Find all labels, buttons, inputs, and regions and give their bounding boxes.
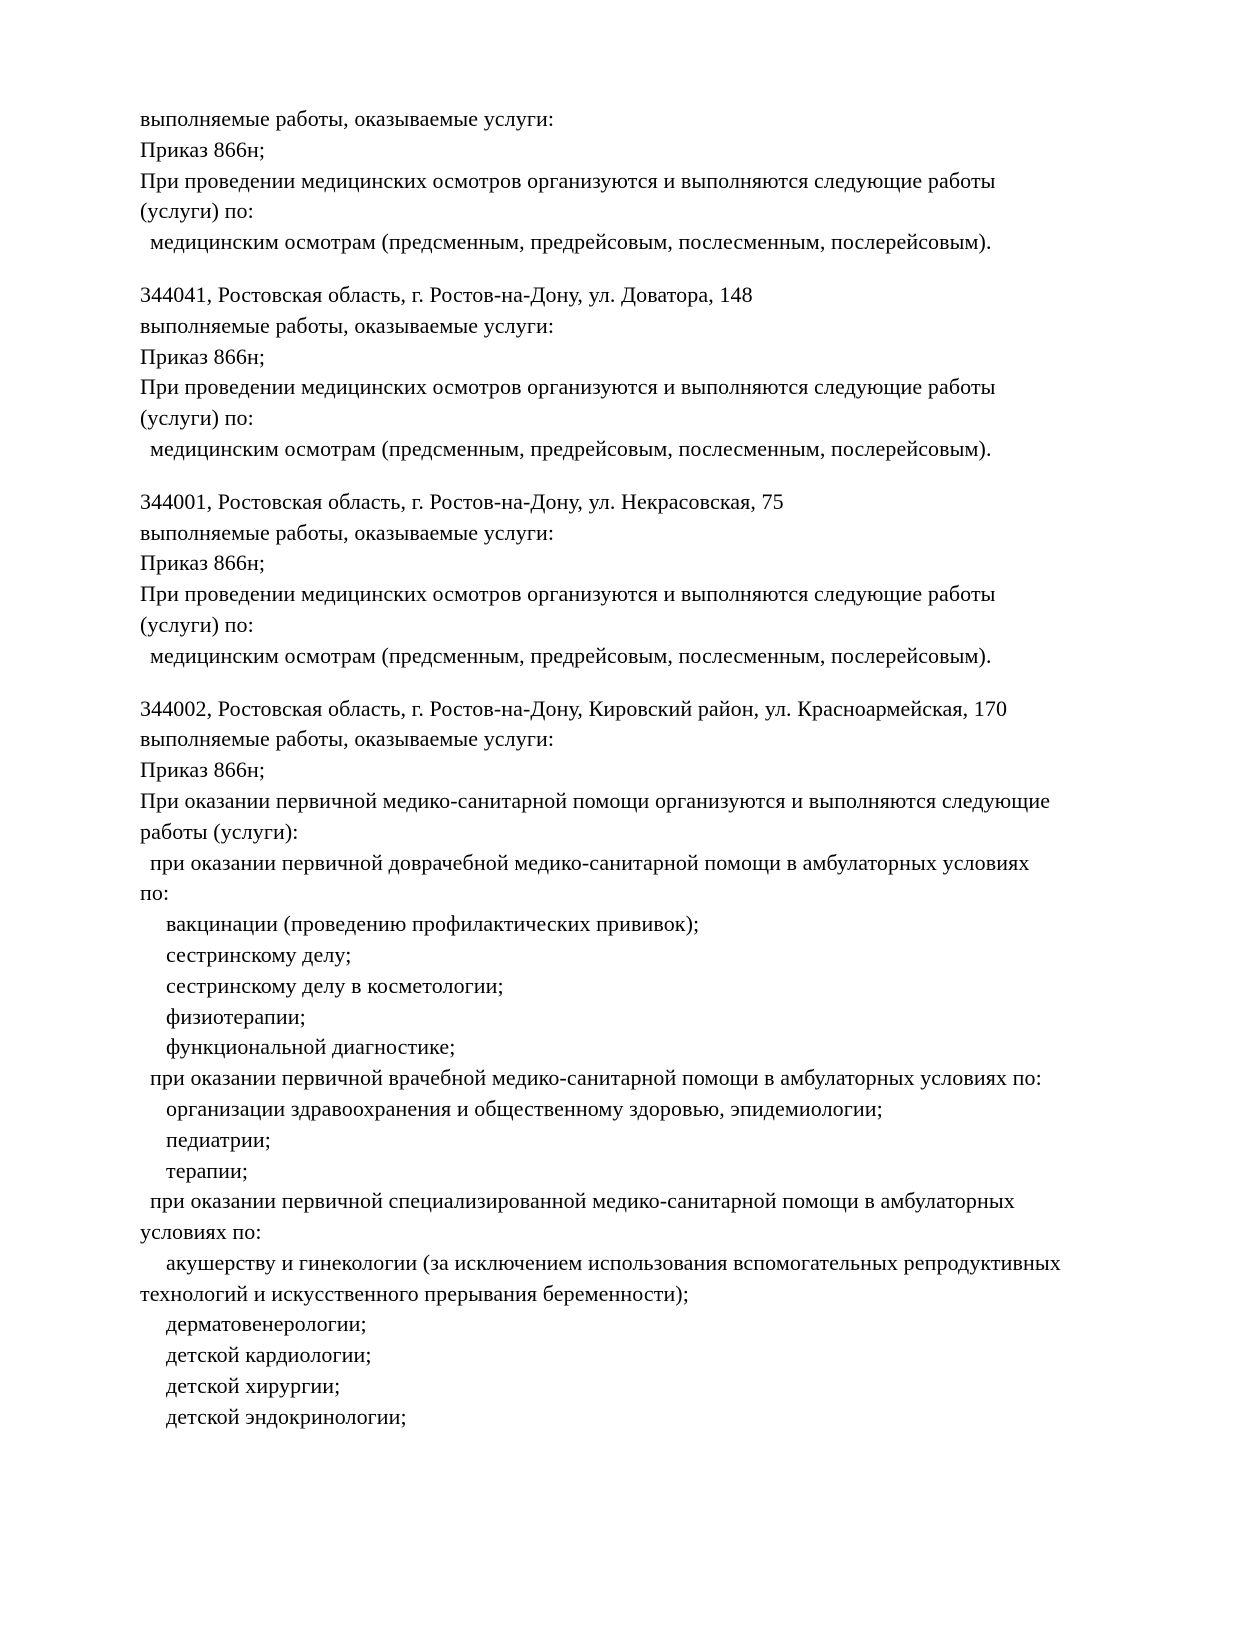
license-block [140, 280, 1200, 465]
text-line: физиотерапии; [166, 1003, 306, 1029]
text-line: Приказ 866н; [140, 343, 266, 369]
license-block [140, 487, 1200, 672]
text-line: детской эндокринологии; [166, 1403, 407, 1429]
text-line: условиях по: [140, 1219, 262, 1245]
text-line: выполняемые работы, оказываемые услуги: [140, 519, 555, 545]
text-line: При оказании первичной медико-санитарной помощи организуются и выполняются следующие [140, 787, 1051, 813]
text-line: 344041, Ростовская область, г. Ростов-на-Дону, ул. Доватора, 148 [140, 281, 753, 307]
text-line: при оказании первичной специализированной медико-санитарной помощи в амбулаторных [150, 1188, 1015, 1214]
document-text [140, 104, 1200, 1433]
text-line: (услуги) по: [140, 611, 254, 637]
text-line: функциональной диагностике; [166, 1034, 456, 1060]
text-line: При проведении медицинских осмотров организуются и выполняются следующие работы [140, 374, 996, 400]
text-line: дерматовенерологии; [166, 1311, 367, 1337]
text-line: При проведении медицинских осмотров организуются и выполняются следующие работы [140, 581, 996, 607]
text-line: Приказ 866н; [140, 136, 266, 162]
text-line: (услуги) по: [140, 198, 254, 224]
text-line: 344002, Ростовская область, г. Ростов-на-Дону, Кировский район, ул. Красноармейская, 170 [140, 695, 1008, 721]
text-line: вакцинации (проведению профилактических прививок); [166, 911, 700, 937]
text-line: медицинским осмотрам (предсменным, предрейсовым, послесменным, послерейсовым). [150, 642, 992, 668]
text-line: выполняемые работы, оказываемые услуги: [140, 106, 555, 131]
text-line: (услуги) по: [140, 405, 254, 431]
text-line: детской кардиологии; [166, 1342, 372, 1368]
text-line: по: [140, 880, 170, 906]
text-line: детской хирургии; [166, 1373, 341, 1399]
text-line: терапии; [166, 1157, 249, 1183]
text-line: сестринскому делу в косметологии; [166, 972, 504, 998]
text-line: Приказ 866н; [140, 757, 266, 783]
text-line: при оказании первичной врачебной медико-санитарной помощи в амбулаторных условиях по: [150, 1065, 1042, 1091]
text-line: технологий и искусственного прерывания беременности); [140, 1280, 689, 1306]
text-line: При проведении медицинских осмотров организуются и выполняются следующие работы [140, 167, 996, 193]
license-block [140, 104, 1200, 258]
text-line: 344001, Ростовская область, г. Ростов-на-Дону, ул. Некрасовская, 75 [140, 488, 784, 514]
text-line: медицинским осмотрам (предсменным, предрейсовым, послесменным, послерейсовым). [150, 435, 992, 461]
text-line: педиатрии; [166, 1126, 271, 1152]
text-line: сестринскому делу; [166, 941, 352, 967]
text-line: медицинским осмотрам (предсменным, предрейсовым, послесменным, послерейсовым). [150, 229, 992, 255]
license-block [140, 694, 1200, 1433]
text-line: работы (услуги): [140, 818, 299, 844]
text-line: выполняемые работы, оказываемые услуги: [140, 312, 555, 338]
text-line: Приказ 866н; [140, 550, 266, 576]
text-line: при оказании первичной доврачебной медико-санитарной помощи в амбулаторных условиях [150, 849, 1030, 875]
text-line: акушерству и гинекологии (за исключением использования вспомогательных репродуктивных [166, 1249, 1061, 1275]
text-line: организации здравоохранения и общественному здоровью, эпидемиологии; [166, 1095, 883, 1121]
text-line: выполняемые работы, оказываемые услуги: [140, 726, 555, 752]
